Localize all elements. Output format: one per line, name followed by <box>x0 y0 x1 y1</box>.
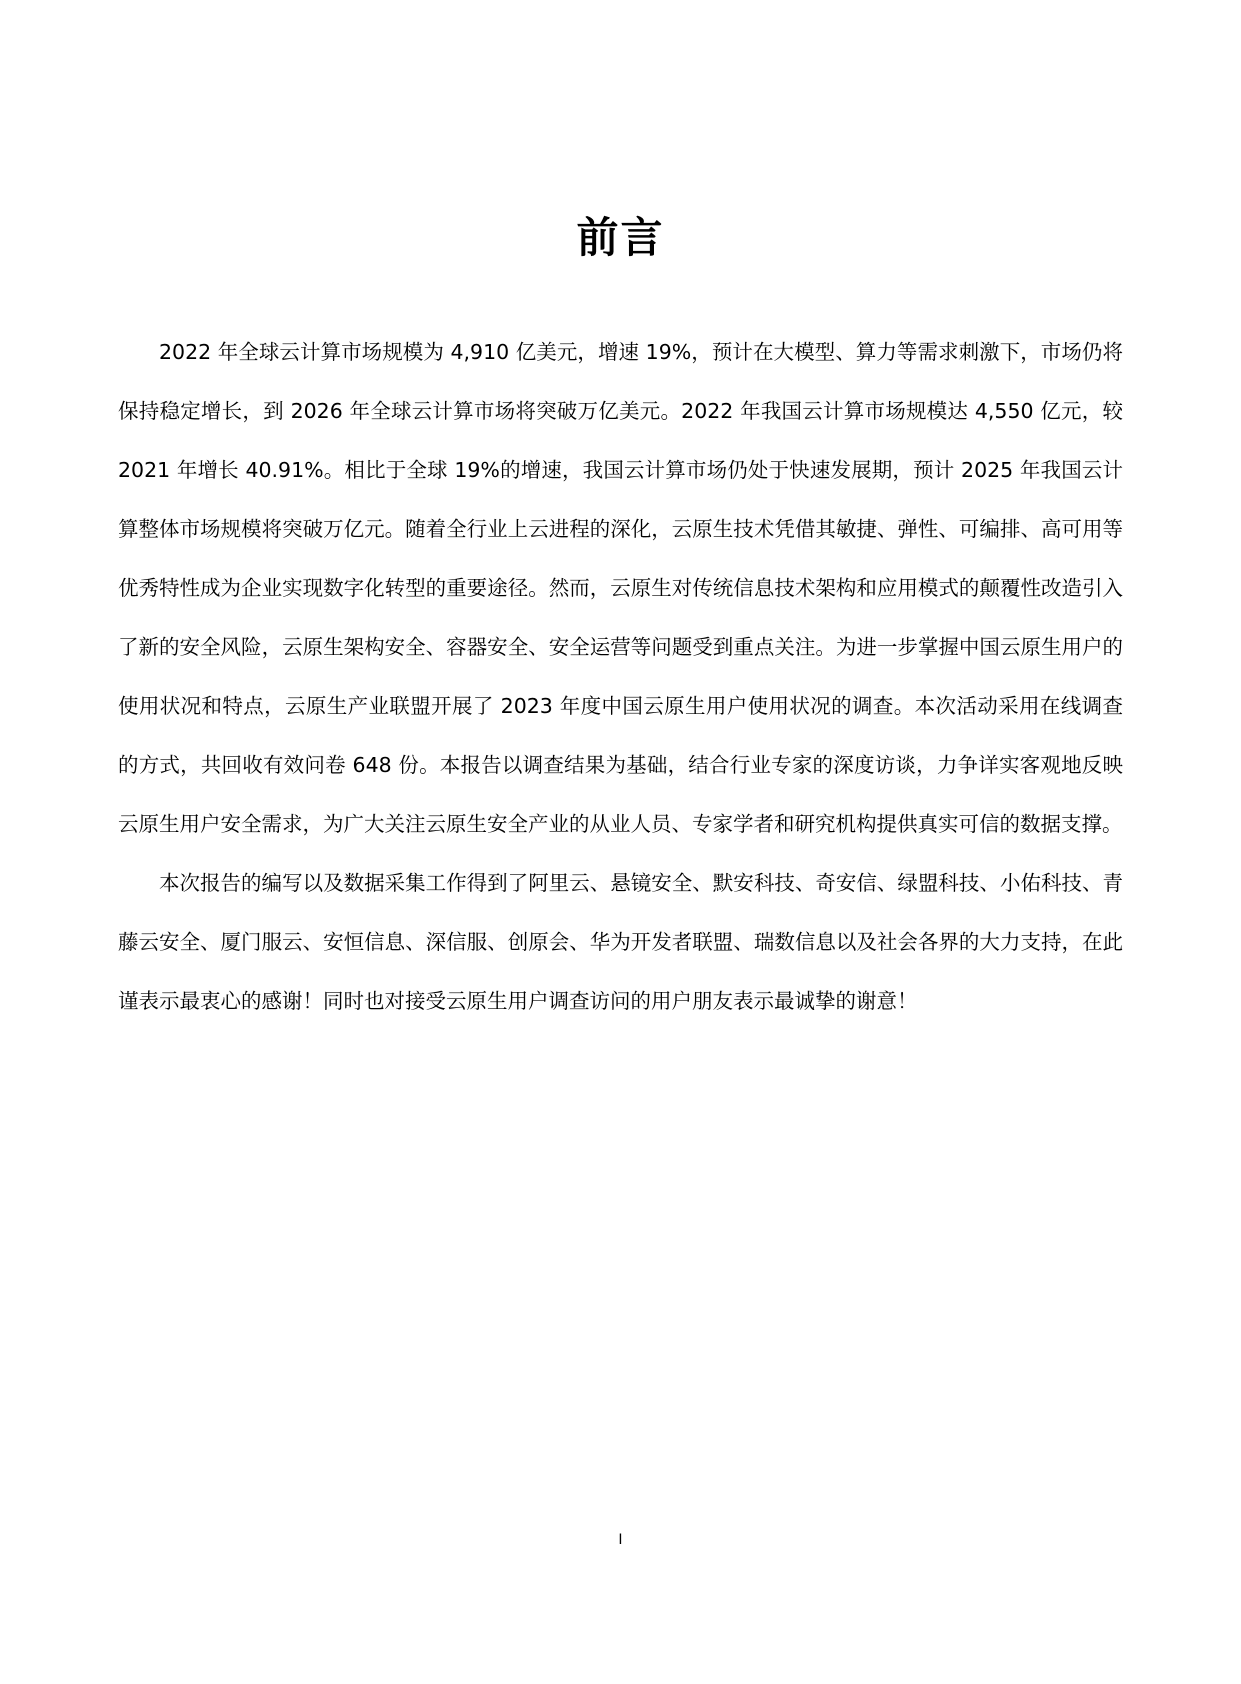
paragraph-acknowledgements: 本次报告的编写以及数据采集工作得到了阿里云、悬镜安全、默安科技、奇安信、绿盟科技、小佑科技、青藤云安全、厦门服云、安恒信息、深信服、创原会、华为开发者联盟、瑞数信息以及社会各界的大力支持，在此谨表示最衷心的感谢！同时也对接受云原生用户调查访问的用户朋友表示最诚挚的谢意！ <box>118 871 1123 1013</box>
page-title: 前言 <box>576 213 665 262</box>
page-number: I <box>618 1532 623 1548</box>
paragraph-market-overview: 2022 年全球云计算市场规模为 4,910 亿美元，增速 19%，预计在大模型、算力等需求刺激下，市场仍将保持稳定增长，到 2026 年全球云计算市场将突破万亿美元。2022 年我国云计算市场规模达 4,550 亿元，较 2021 年增长 40.91%。相比于全球 19%的增速，我国云计算市场仍处于快速发展期，预计 2025 年我国云计算整体市场规模将突破万亿元。随着全行业上云进程的深化，云原生技术凭借其敏捷、弹性、可编排、高可用等优秀特性成为企业实现数字化转型的重要途径。然而，云原生对传统信息技术架构和应用模式的颠覆性改造引入了新的安全风险，云原生架构安全、容器安全、安全运营等问题受到重点关注。为进一步掌握中国云原生用户的使用状况和特点，云原生产业联盟开展了 2023 年度中国云原生用户使用状况的调查。本次活动采用在线调查的方式，共回收有效问卷 648 份。本报告以调查结果为基础，结合行业专家的深度访谈，力争详实客观地反映云原生用户安全需求，为广大关注云原生安全产业的从业人员、专家学者和研究机构提供真实可信的数据支撑。 <box>118 340 1123 836</box>
body-text <box>118 323 1123 1031</box>
